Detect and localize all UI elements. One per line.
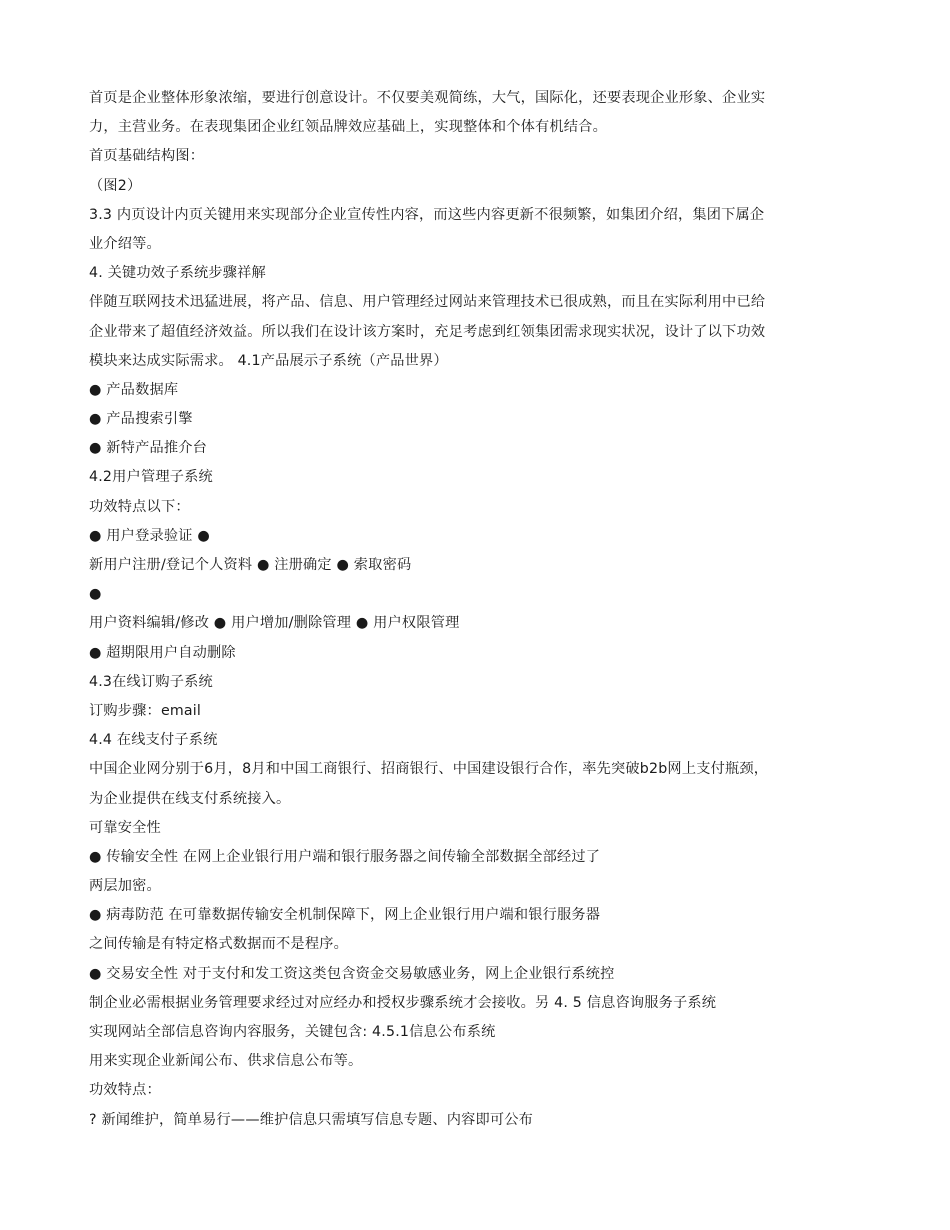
text-line: 之间传输是有特定格式数据而不是程序。 xyxy=(89,936,348,953)
text-line: 两层加密。 xyxy=(89,878,161,895)
text-line: 首页基础结构图： xyxy=(89,148,205,165)
text-line: 业介绍等。 xyxy=(89,235,161,252)
bullet-item: ● 产品数据库 xyxy=(89,381,179,398)
section-heading: 4. 关键功效子系统步骤祥解 xyxy=(89,265,266,282)
bullet-item: ● 用户登录验证 ● xyxy=(89,527,210,544)
text-line: 功效特点： xyxy=(89,1082,161,1099)
text-line: 为企业提供在线支付系统接入。 xyxy=(89,790,291,807)
bullet-item: ? 新闻维护，简单易行——维护信息只需填写信息专题、内容即可公布 xyxy=(89,1111,534,1128)
text-line: 首页是企业整体形象浓缩，要进行创意设计。不仅要美观简练，大气，国际化，还要表现企业形象、企业实 xyxy=(89,90,766,106)
section-heading: 4.4 在线支付子系统 xyxy=(89,732,218,749)
section-heading: 4.3在线订购子系统 xyxy=(89,673,213,690)
text-line: 用来实现企业新闻公布、供求信息公布等。 xyxy=(89,1053,363,1070)
bullet-item: ● xyxy=(89,586,102,603)
text-line: 功效特点以下： xyxy=(89,498,190,515)
text-line: 实现网站全部信息咨询内容服务，关键包含: 4.5.1信息公布系统 xyxy=(89,1024,496,1040)
text-line: 用户资料编辑/修改 ● 用户增加/删除管理 ● 用户权限管理 xyxy=(89,615,460,632)
bullet-item: ● 产品搜索引擎 xyxy=(89,411,193,428)
bullet-item: ● 交易安全性 对于支付和发工资这类包含资金交易敏感业务，网上企业银行系统控 xyxy=(89,965,615,982)
text-line: 力，主营业务。在表现集团企业红领品牌效应基础上，实现整体和个体有机结合。 xyxy=(89,119,607,136)
text-line: 订购步骤：email xyxy=(89,702,202,719)
bullet-item: ● 传输安全性 在网上企业银行用户端和银行服务器之间传输全部数据全部经过了 xyxy=(89,848,601,865)
text-line: 企业带来了超值经济效益。所以我们在设计该方案时，充足考虑到红领集团需求现实状况，设计了以下功效 xyxy=(89,323,766,340)
bullet-item: ● 超期限用户自动删除 xyxy=(89,644,236,661)
document-body xyxy=(89,84,864,1135)
text-line: 可靠安全性 xyxy=(89,819,161,836)
section-heading: 3.3 内页设计内页关键用来实现部分企业宣传性内容，而这些内容更新不很频繁，如集团介绍，集团下属企 xyxy=(89,206,765,223)
text-line: 中国企业网分别于6月，8月和中国工商银行、招商银行、中国建设银行合作，率先突破b2b网上支付瓶颈， xyxy=(89,761,769,778)
text-line: 伴随互联网技术迅猛进展，将产品、信息、用户管理经过网站来管理技术已很成熟，而且在实际利用中已给 xyxy=(89,294,766,311)
figure-reference: （图2） xyxy=(89,177,142,194)
section-heading: 4.2用户管理子系统 xyxy=(89,469,213,486)
text-line: 新用户注册/登记个人资料 ● 注册确定 ● 索取密码 xyxy=(89,557,412,573)
text-line: 制企业必需根据业务管理要求经过对应经办和授权步骤系统才会接收。另 4. 5 信息咨询服务子系统 xyxy=(89,994,717,1011)
bullet-item: ● 新特产品推介台 xyxy=(89,440,208,457)
bullet-item: ● 病毒防范 在可靠数据传输安全机制保障下，网上企业银行用户端和银行服务器 xyxy=(89,907,601,924)
text-line: 模块来达成实际需求。 4.1产品展示子系统（产品世界） xyxy=(89,352,448,369)
